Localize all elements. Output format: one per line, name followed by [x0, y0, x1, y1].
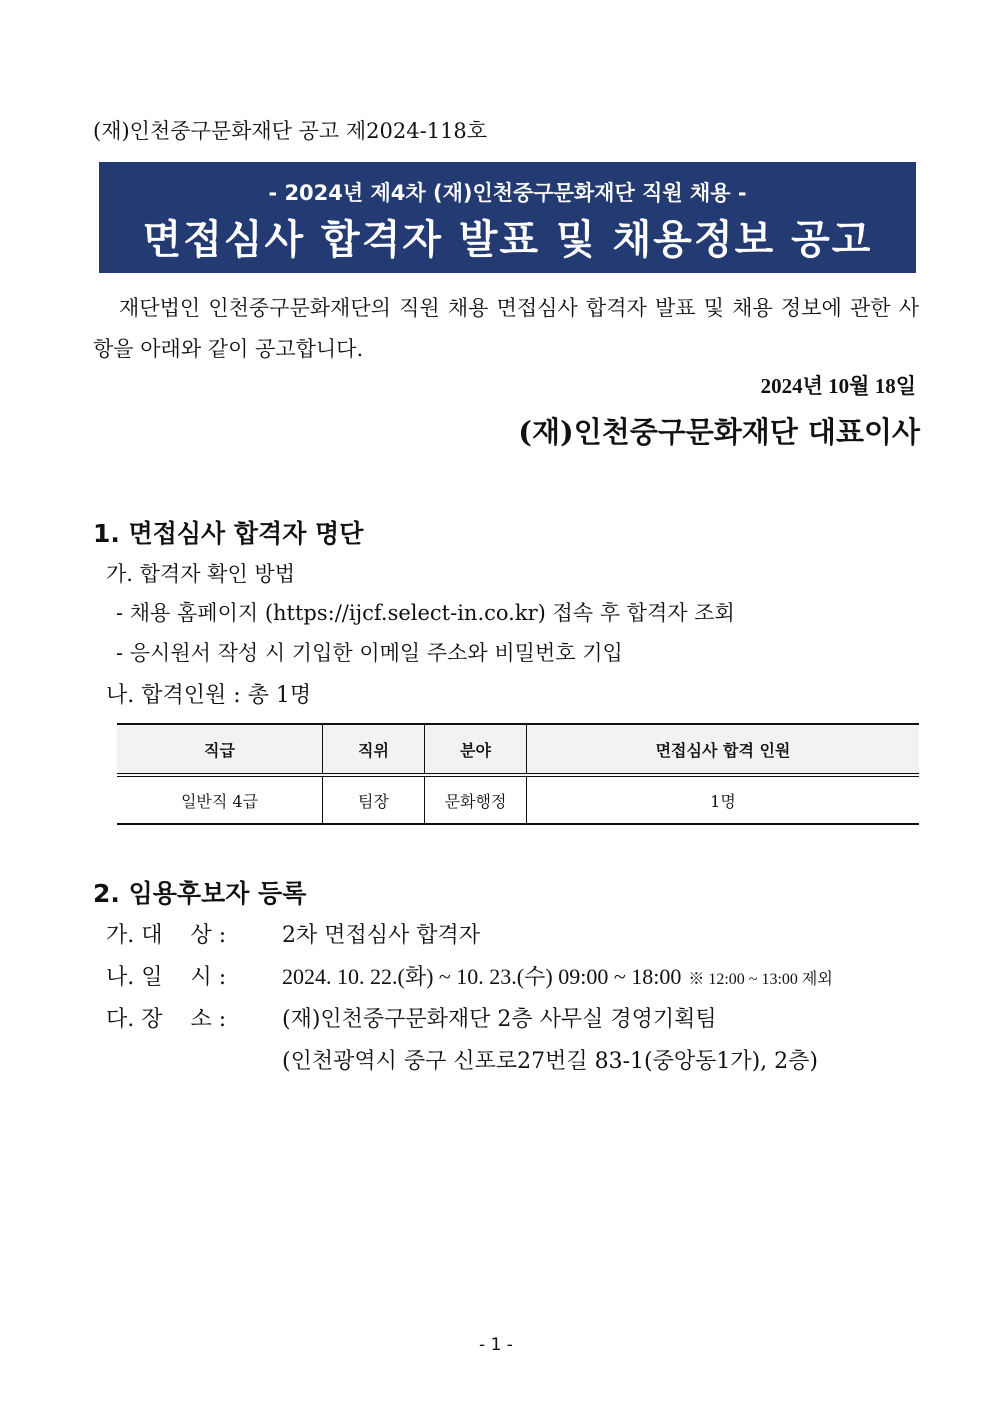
table-header-count: 면접심사 합격 인원: [527, 724, 920, 775]
table-header-row: [117, 724, 919, 775]
intro-paragraph: 재단법인 인천중구문화재단의 직원 채용 면접심사 합격자 발표 및 채용 정보에 관한 사항을 아래와 같이 공고합니다.: [93, 296, 919, 361]
section2-place-label: 다. 장 소 :: [106, 1007, 227, 1032]
section2-place-value: (재)인천중구문화재단 2층 사무실 경영기획팀: [282, 1007, 717, 1032]
table-row: [117, 775, 919, 824]
results-table: [117, 723, 919, 825]
section2-place: [106, 1002, 717, 1033]
section1-bullet-1: - 채용 홈페이지 (https://ijcf.select-in.co.kr) 접속 후 합격자 조회: [116, 601, 735, 625]
banner-title: 면접심사 합격자 발표 및 채용정보 공고: [142, 217, 873, 263]
notice-date: 2024년 10월 18일: [760, 374, 916, 398]
table-header-position: 직위: [323, 724, 425, 775]
table-cell-count: 1명: [527, 775, 920, 824]
section2-datetime: [106, 960, 833, 991]
section2-heading: 2. 임용후보자 등록: [93, 879, 307, 908]
table-header-grade: 직급: [117, 724, 323, 775]
section1-sub-b: 나. 합격인원 : 총 1명: [106, 683, 312, 708]
section2-target: [106, 918, 480, 949]
table-cell-position: 팀장: [323, 775, 425, 824]
table-header-field: 분야: [425, 724, 527, 775]
section2-target-value: 2차 면접심사 합격자: [282, 923, 480, 948]
banner-subtitle: - 2024년 제4차 (재)인천중구문화재단 직원 채용 -: [268, 181, 747, 205]
title-banner: [99, 162, 916, 273]
section2-place-address: (인천광역시 중구 신포로27번길 83-1(중앙동1가), 2층): [282, 1049, 818, 1074]
section2-datetime-value: 2024. 10. 22.(화) ~ 10. 23.(수) 09:00 ~ 18:00: [282, 964, 682, 989]
issuer-name: (재)인천중구문화재단 대표이사: [518, 415, 920, 449]
table-cell-field: 문화행정: [425, 775, 527, 824]
section1-bullet-2: - 응시원서 작성 시 기입한 이메일 주소와 비밀번호 기입: [116, 641, 623, 665]
section2-target-label: 가. 대 상 :: [106, 923, 227, 948]
section1-sub-a: 가. 합격자 확인 방법: [106, 562, 295, 586]
table-cell-grade: 일반직 4급: [180, 791, 259, 811]
section2-datetime-label: 나. 일 시 :: [106, 965, 227, 990]
section2-datetime-note: ※ 12:00 ~ 13:00 제외: [688, 971, 833, 988]
notice-number: (재)인천중구문화재단 공고 제2024-118호: [93, 119, 488, 143]
section1-heading: 1. 면접심사 합격자 명단: [93, 519, 364, 548]
page-number: - 1 -: [479, 1335, 513, 1355]
